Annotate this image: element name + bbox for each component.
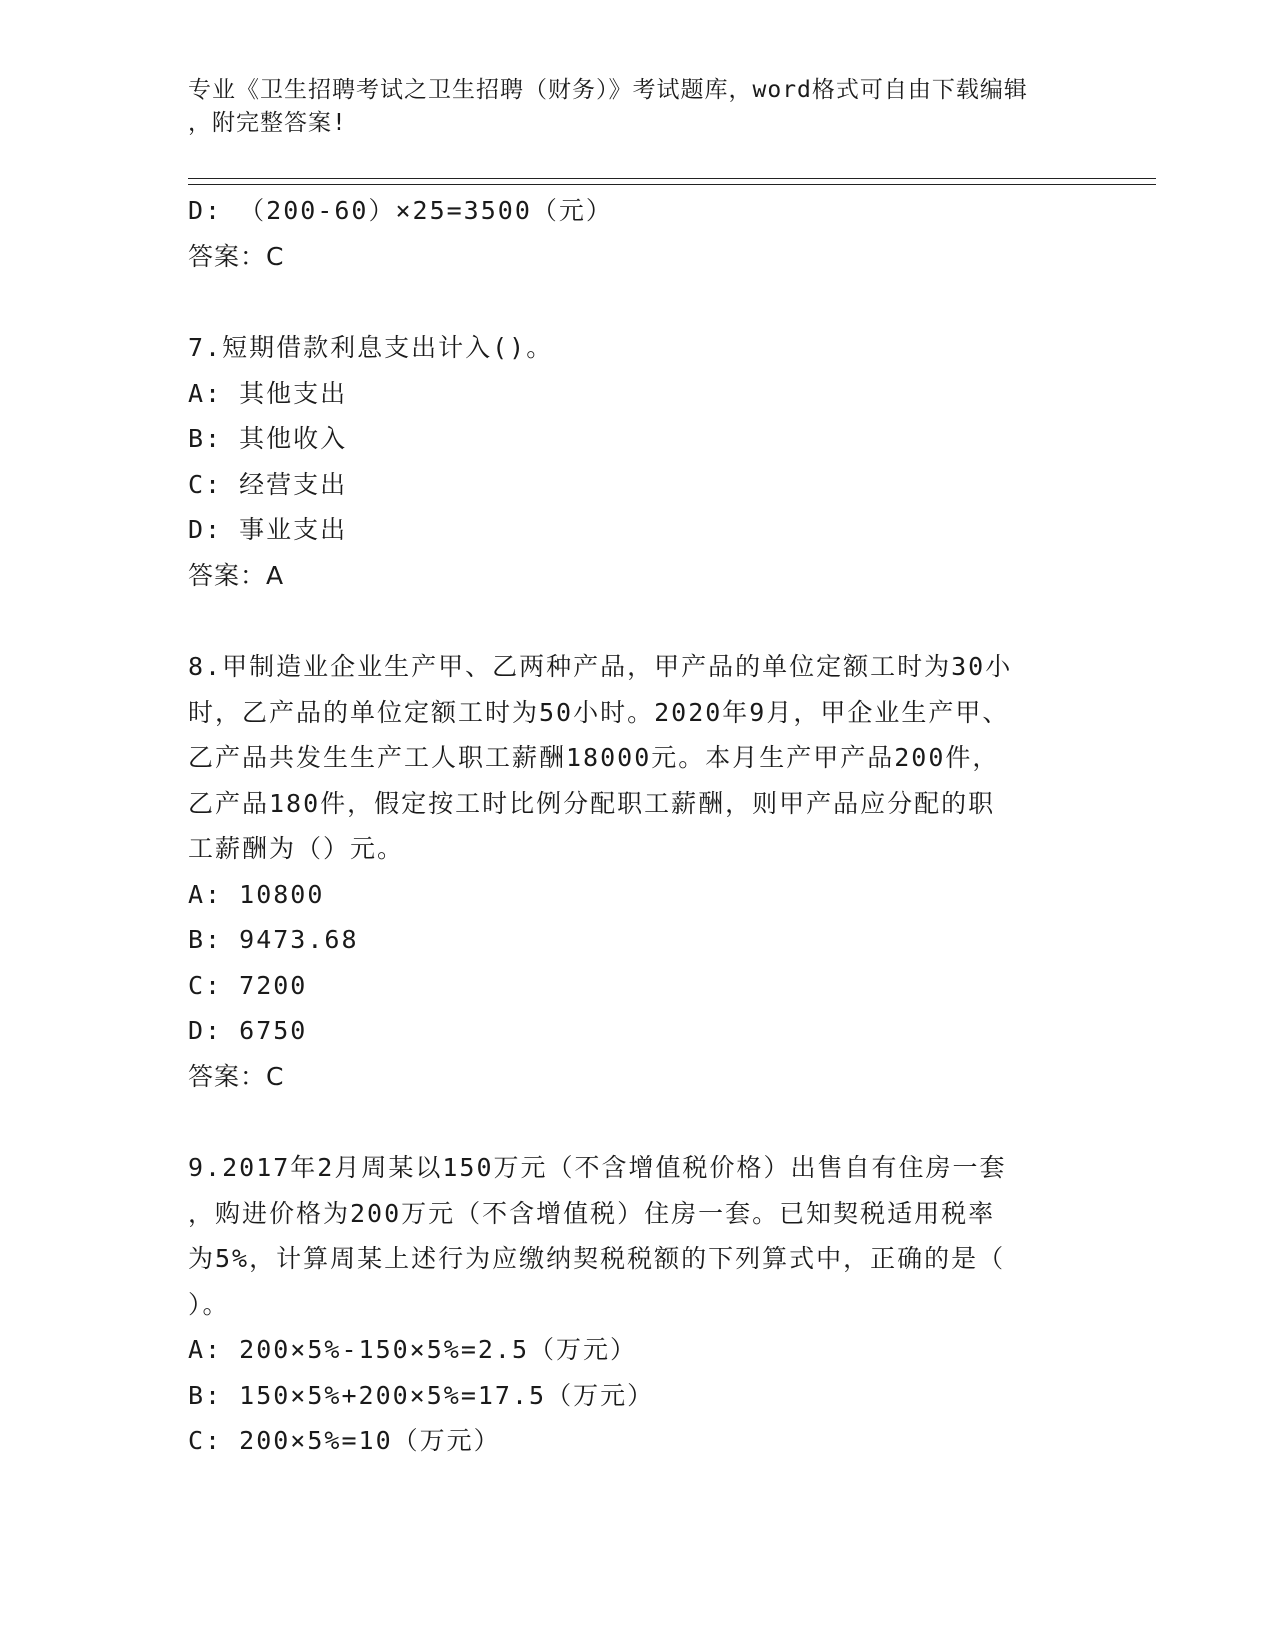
q8-option-d: D: 6750	[188, 1016, 308, 1045]
q8-stem-line: 乙产品共发生生产工人职工薪酬18000元。本月生产甲产品200件，	[188, 743, 1000, 772]
q9-option-b: B: 150×5%+200×5%=17.5（万元）	[188, 1380, 655, 1410]
q7-option-b: B: 其他收入	[188, 424, 348, 453]
q9-option-a: A: 200×5%-150×5%=2.5（万元）	[188, 1335, 638, 1364]
q7-option-d: D: 事业支出	[188, 515, 348, 544]
q8-stem-line: 时，乙产品的单位定额工时为50小时。2020年9月，甲企业生产甲、	[188, 697, 1010, 727]
spacer	[188, 598, 1088, 644]
q9-stem-line: 9.2017年2月周某以150万元（不含增值税价格）出售自有住房一套	[188, 1153, 1007, 1182]
q8-option-c: C: 7200	[188, 970, 308, 1000]
q8-stem-line: 8.甲制造业企业生产甲、乙两种产品，甲产品的单位定额工时为30小	[188, 652, 1013, 681]
q9-stem-line: ，购进价格为200万元（不含增值税）住房一套。已知契税适用税率	[188, 1198, 996, 1228]
q9-stem-line: ）。	[188, 1289, 230, 1319]
q8-option-a: A: 10800	[188, 879, 325, 909]
prev-option-d: D: （200-60）×25=3500（元）	[188, 196, 613, 225]
question-content	[188, 188, 1088, 1464]
q8-stem-line: 乙产品180件，假定按工时比例分配职工薪酬，则甲产品应分配的职	[188, 788, 996, 818]
header-title-line-2: ，附完整答案!	[188, 110, 347, 136]
header-divider	[188, 178, 1156, 185]
q7-option-c: C: 经营支出	[188, 469, 348, 499]
q7-answer: 答案：A	[188, 560, 285, 590]
q9-option-c: C: 200×5%=10（万元）	[188, 1426, 501, 1455]
q7-stem: 7.短期借款利息支出计入()。	[188, 333, 554, 362]
spacer	[188, 279, 1088, 325]
q8-answer: 答案：C	[188, 1061, 285, 1091]
q9-stem-line: 为5%，计算周某上述行为应缴纳契税税额的下列算式中，正确的是（	[188, 1244, 1006, 1273]
spacer	[188, 1099, 1088, 1145]
q8-option-b: B: 9473.68	[188, 925, 359, 954]
prev-answer: 答案：C	[188, 241, 285, 271]
q7-option-a: A: 其他支出	[188, 378, 348, 408]
q8-stem-line: 工薪酬为（）元。	[188, 834, 405, 863]
header-title-line-1: 专业《卫生招聘考试之卫生招聘（财务）》考试题库，word格式可自由下载编辑	[188, 77, 1028, 103]
page-header	[188, 74, 1068, 140]
